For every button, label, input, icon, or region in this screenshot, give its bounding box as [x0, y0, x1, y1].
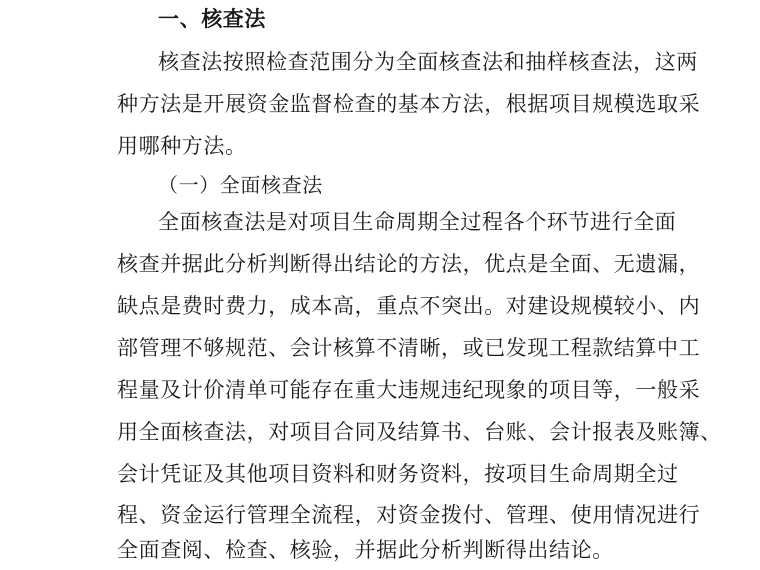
- paragraph-line: 种方法是开展资金监督检查的基本方法，根据项目规模选取采: [117, 92, 701, 116]
- paragraph-line: 程量及计价清单可能存在重大违规违纪现象的项目等，一般采: [117, 378, 701, 402]
- subsection-title: （一）全面核查法: [158, 173, 323, 197]
- paragraph-line: 部管理不够规范、会计核算不清晰，或已发现工程款结算中工: [117, 336, 701, 360]
- paragraph-line: 会计凭证及其他项目资料和财务资料，按项目生命周期全过: [117, 462, 679, 486]
- paragraph-line: 用哪种方法。: [117, 134, 247, 158]
- paragraph-line: 核查法按照检查范围分为全面核查法和抽样核查法，这两: [158, 50, 698, 74]
- paragraph-line: 程、资金运行管理全流程，对资金拨付、管理、使用情况进行: [117, 503, 701, 527]
- paragraph-line: 缺点是费时费力，成本高，重点不突出。对建设规模较小、内: [117, 294, 701, 318]
- paragraph-line: 用全面核查法，对项目合同及结算书、台账、会计报表及账簿、: [117, 420, 722, 444]
- paragraph-line: 全面核查法是对项目生命周期全过程各个环节进行全面: [158, 210, 677, 234]
- section-title: 一、核查法: [158, 7, 266, 31]
- paragraph-line: 核查并据此分析判断得出结论的方法，优点是全面、无遗漏，: [117, 252, 701, 276]
- paragraph-line: 全面查阅、检查、核验，并据此分析判断得出结论。: [117, 538, 614, 562]
